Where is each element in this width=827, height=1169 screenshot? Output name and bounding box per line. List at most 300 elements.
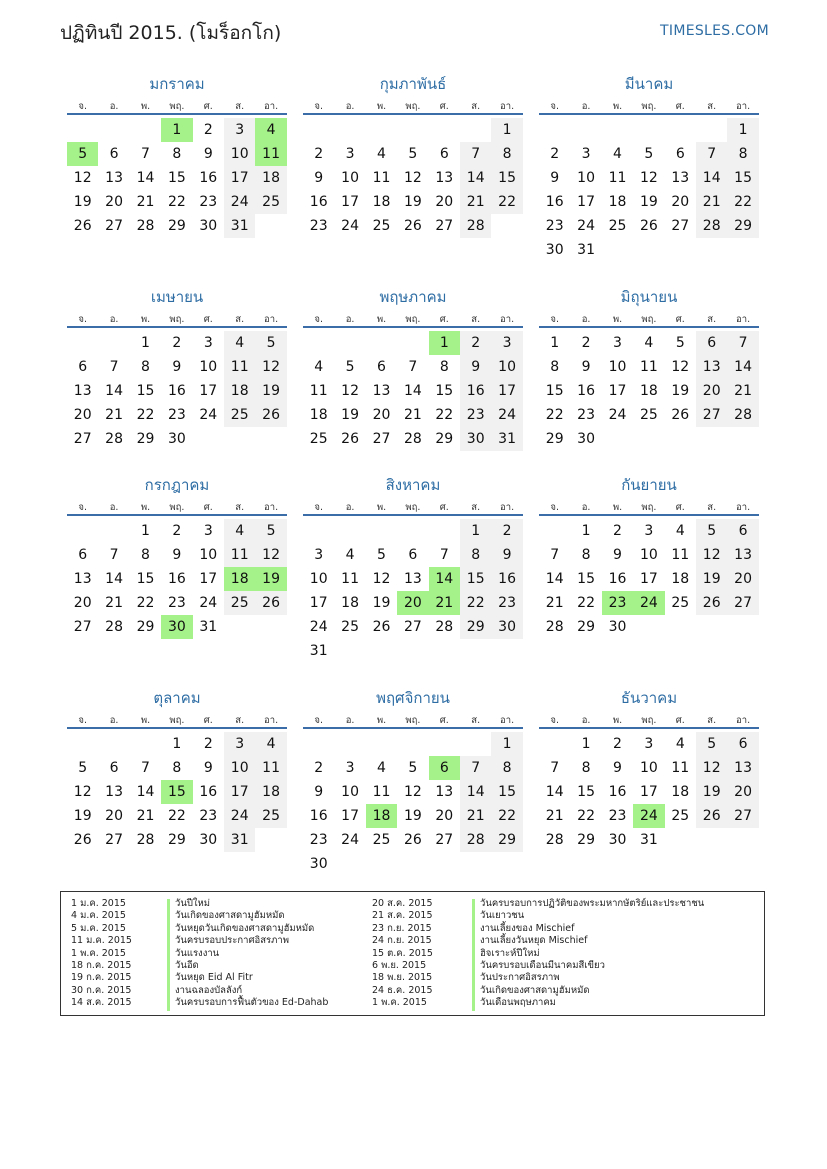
month-divider xyxy=(539,514,759,516)
day-cell: 28 xyxy=(545,619,564,635)
day-cell: 30 xyxy=(577,431,595,447)
day-cell: 21 xyxy=(460,804,491,828)
day-cell: 31 xyxy=(309,643,328,659)
day-cell: 23 xyxy=(608,808,627,824)
month-divider xyxy=(67,113,287,115)
day-cell: 13 xyxy=(435,170,454,186)
day-cell: 8 xyxy=(172,146,182,162)
day-cell: 2 xyxy=(581,335,591,351)
day-cell: 8 xyxy=(439,359,449,375)
day-cell: 5 xyxy=(644,146,654,162)
day-cell: 26 xyxy=(671,407,690,423)
day-cell: 28 xyxy=(727,403,758,427)
day-cell: 18 xyxy=(671,784,690,800)
day-cell: 29 xyxy=(167,832,186,848)
legend-left-dates xyxy=(71,898,132,1010)
day-cell: 2 xyxy=(460,331,491,355)
day-cell: 25 xyxy=(255,804,286,828)
month-name: พฤษภาคม xyxy=(379,288,447,306)
day-cell: 26 xyxy=(639,218,658,234)
day-cell: 4 xyxy=(613,146,622,162)
day-cell: 24 xyxy=(309,619,328,635)
day-cell: 3 xyxy=(345,146,355,162)
day-cell: 20 xyxy=(105,194,123,210)
weekday-label: จ. xyxy=(550,314,559,325)
day-cell: 21 xyxy=(727,379,758,403)
day-cell: 24 xyxy=(491,403,522,427)
day-cell: 9 xyxy=(613,760,622,776)
legend-date: 21 ส.ค. 2015 xyxy=(372,910,433,922)
day-cell: 30 xyxy=(460,427,491,451)
day-cell: 24 xyxy=(608,407,627,423)
month-divider xyxy=(303,113,523,115)
day-cell: 18 xyxy=(255,780,286,804)
weekday-label: อ. xyxy=(345,101,355,112)
day-cell: 3 xyxy=(203,523,213,539)
day-cell: 18 xyxy=(639,383,658,399)
month-divider xyxy=(539,727,759,729)
site-link[interactable]: TIMESLES.COM xyxy=(660,23,769,39)
day-cell: 10 xyxy=(341,170,359,186)
day-cell: 16 xyxy=(309,808,328,824)
day-cell: 8 xyxy=(491,756,522,780)
day-cell: 15 xyxy=(435,383,454,399)
weekday-label: พ. xyxy=(376,101,387,112)
legend-date: 18 พ.ย. 2015 xyxy=(372,972,433,984)
weekday-label: ส. xyxy=(235,314,245,325)
day-cell: 9 xyxy=(203,146,213,162)
day-cell: 30 xyxy=(491,615,522,639)
day-cell: 21 xyxy=(696,190,727,214)
month-divider xyxy=(67,326,287,328)
weekday-label: พฤ. xyxy=(405,314,421,325)
day-cell: 14 xyxy=(105,571,123,587)
day-cell: 4 xyxy=(675,736,685,752)
month-divider xyxy=(67,727,287,729)
day-cell: 17 xyxy=(577,194,595,210)
day-cell: 15 xyxy=(545,383,564,399)
day-cell: 20 xyxy=(696,379,727,403)
day-cell: 6 xyxy=(439,146,449,162)
day-cell: 28 xyxy=(136,218,155,234)
day-cell: 10 xyxy=(199,547,218,563)
day-cell: 11 xyxy=(341,571,359,587)
day-cell: 2 xyxy=(613,523,622,539)
legend-date: 6 พ.ย. 2015 xyxy=(372,959,427,971)
day-cell: 16 xyxy=(608,784,627,800)
day-cell: 16 xyxy=(545,194,564,210)
holiday-day-cell: 11 xyxy=(255,142,286,166)
day-cell: 18 xyxy=(372,194,391,210)
weekday-label: พ. xyxy=(612,715,623,726)
day-cell: 3 xyxy=(224,732,255,756)
day-cell: 31 xyxy=(199,619,218,635)
day-cell: 10 xyxy=(199,359,218,375)
holiday-day-cell: 18 xyxy=(224,567,255,591)
day-cell: 22 xyxy=(491,190,522,214)
day-cell: 19 xyxy=(372,595,391,611)
day-cell: 22 xyxy=(491,804,522,828)
day-cell: 4 xyxy=(675,523,685,539)
day-cell: 1 xyxy=(550,335,560,351)
day-cell: 6 xyxy=(78,359,88,375)
day-cell: 24 xyxy=(199,595,218,611)
weekday-label: พ. xyxy=(140,101,151,112)
day-cell: 23 xyxy=(309,832,328,848)
day-cell: 5 xyxy=(408,760,418,776)
weekday-label: จ. xyxy=(78,715,87,726)
weekday-label: อ. xyxy=(109,101,119,112)
weekday-label: ส. xyxy=(235,715,245,726)
weekday-label: อา. xyxy=(264,502,279,513)
day-cell: 8 xyxy=(141,359,150,375)
day-cell: 4 xyxy=(224,519,255,543)
day-cell: 16 xyxy=(199,170,218,186)
day-cell: 17 xyxy=(199,383,218,399)
day-cell: 6 xyxy=(377,359,386,375)
day-cell: 22 xyxy=(727,190,758,214)
legend-date: 30 ก.ค. 2015 xyxy=(71,984,132,996)
day-cell: 21 xyxy=(136,194,155,210)
day-cell: 21 xyxy=(545,595,564,611)
day-cell: 12 xyxy=(403,170,422,186)
weekday-label: ศ. xyxy=(203,101,213,112)
day-cell: 7 xyxy=(550,547,560,563)
day-cell: 14 xyxy=(105,383,123,399)
day-cell: 29 xyxy=(577,619,595,635)
legend-holiday-name: วันครบรอบเดือนมีนาคมสีเขียว xyxy=(480,959,605,971)
legend-holiday-name: วันเกิดของศาสดามูฮัมหมัด xyxy=(175,910,285,922)
weekday-label: ส. xyxy=(471,314,481,325)
day-cell: 12 xyxy=(255,355,286,379)
weekday-label: ส. xyxy=(707,101,717,112)
day-cell: 29 xyxy=(491,828,522,852)
day-cell: 18 xyxy=(671,571,690,587)
weekday-label: จ. xyxy=(78,502,87,513)
day-cell: 27 xyxy=(105,832,123,848)
day-cell: 3 xyxy=(644,736,654,752)
day-cell: 4 xyxy=(377,146,386,162)
month-name: มิถุนายน xyxy=(620,288,678,306)
holiday-day-cell: 1 xyxy=(429,331,460,355)
legend-holiday-name: วันครบรอบการปฏิวัติของพระมหากษัตริย์และประชาชน xyxy=(480,898,705,909)
weekday-label: พฤ. xyxy=(169,314,185,325)
weekday-label: อา. xyxy=(736,314,751,325)
legend-right-dates xyxy=(372,898,433,1010)
weekday-label: พฤ. xyxy=(169,502,185,513)
day-cell: 2 xyxy=(203,122,213,138)
day-cell: 15 xyxy=(727,166,758,190)
day-cell: 14 xyxy=(136,170,155,186)
weekday-label: พ. xyxy=(140,314,151,325)
day-cell: 16 xyxy=(199,784,218,800)
day-cell: 5 xyxy=(696,519,727,543)
day-cell: 21 xyxy=(136,808,155,824)
day-cell: 6 xyxy=(109,146,119,162)
day-cell: 17 xyxy=(341,194,359,210)
legend-date: 15 ต.ค. 2015 xyxy=(372,947,433,959)
day-cell: 12 xyxy=(372,571,391,587)
day-cell: 8 xyxy=(727,142,758,166)
day-cell: 28 xyxy=(136,832,155,848)
weekday-label: อา. xyxy=(500,715,515,726)
day-cell: 24 xyxy=(224,190,255,214)
day-cell: 25 xyxy=(224,403,255,427)
day-cell: 5 xyxy=(675,335,685,351)
day-cell: 8 xyxy=(581,547,591,563)
weekday-label: ส. xyxy=(707,502,717,513)
day-cell: 4 xyxy=(377,760,386,776)
day-cell: 20 xyxy=(105,808,123,824)
month-name: มีนาคม xyxy=(624,75,674,93)
weekday-label: พฤ. xyxy=(169,715,185,726)
day-cell: 23 xyxy=(545,218,564,234)
day-cell: 19 xyxy=(341,407,359,423)
day-cell: 1 xyxy=(460,519,491,543)
day-cell: 3 xyxy=(345,760,355,776)
weekday-label: จ. xyxy=(78,101,87,112)
legend-holiday-name: วันครบรอบการฟื้นตัวของ Ed-Dahab xyxy=(175,997,329,1009)
weekday-label: จ. xyxy=(314,502,323,513)
day-cell: 29 xyxy=(167,218,186,234)
day-cell: 1 xyxy=(141,523,150,539)
day-cell: 22 xyxy=(545,407,564,423)
day-cell: 4 xyxy=(224,331,255,355)
day-cell: 10 xyxy=(224,142,255,166)
weekday-label: ศ. xyxy=(439,715,449,726)
weekday-label: อา. xyxy=(736,502,751,513)
day-cell: 27 xyxy=(696,403,727,427)
day-cell: 4 xyxy=(345,547,355,563)
day-cell: 6 xyxy=(675,146,685,162)
day-cell: 27 xyxy=(435,832,454,848)
holiday-day-cell: 6 xyxy=(429,756,460,780)
holiday-day-cell: 30 xyxy=(161,615,192,639)
day-cell: 28 xyxy=(460,214,491,238)
day-cell: 2 xyxy=(491,519,522,543)
day-cell: 7 xyxy=(141,760,150,776)
day-cell: 1 xyxy=(141,335,150,351)
legend-date: 19 ก.ค. 2015 xyxy=(71,972,132,984)
weekday-label: พฤ. xyxy=(641,314,657,325)
day-cell: 28 xyxy=(105,431,123,447)
day-cell: 13 xyxy=(73,571,92,587)
day-cell: 9 xyxy=(460,355,491,379)
day-cell: 30 xyxy=(309,856,328,872)
day-cell: 26 xyxy=(73,832,92,848)
day-cell: 6 xyxy=(408,547,418,563)
legend-date: 11 ม.ค. 2015 xyxy=(71,935,132,947)
weekday-label: อ. xyxy=(581,314,591,325)
holiday-day-cell: 18 xyxy=(366,804,397,828)
day-cell: 25 xyxy=(372,218,391,234)
legend-left-bar xyxy=(167,899,170,1011)
day-cell: 10 xyxy=(608,359,627,375)
weekday-label: อา. xyxy=(500,314,515,325)
legend-date: 14 ส.ค. 2015 xyxy=(71,997,132,1009)
day-cell: 3 xyxy=(203,335,213,351)
month-divider xyxy=(303,727,523,729)
page-title: ปฏิทินปี 2015. (โมร็อกโก) xyxy=(60,22,282,44)
day-cell: 27 xyxy=(671,218,690,234)
day-cell: 3 xyxy=(491,331,522,355)
legend-holiday-name: วันเยาวชน xyxy=(480,910,525,922)
day-cell: 11 xyxy=(372,784,391,800)
day-cell: 20 xyxy=(727,567,758,591)
day-cell: 9 xyxy=(613,547,622,563)
day-cell: 1 xyxy=(491,732,522,756)
day-cell: 7 xyxy=(439,547,449,563)
day-cell: 25 xyxy=(341,619,359,635)
day-cell: 30 xyxy=(199,218,218,234)
day-cell: 12 xyxy=(341,383,359,399)
day-cell: 25 xyxy=(671,808,690,824)
month-name: พฤศจิกายน xyxy=(376,689,450,707)
day-cell: 12 xyxy=(255,543,286,567)
day-cell: 9 xyxy=(314,784,324,800)
weekday-label: พฤ. xyxy=(169,101,185,112)
day-cell: 11 xyxy=(224,543,255,567)
weekday-label: พ. xyxy=(140,715,151,726)
day-cell: 27 xyxy=(73,431,92,447)
legend-date: 24 ก.ย. 2015 xyxy=(372,935,432,947)
day-cell: 29 xyxy=(727,214,758,238)
day-cell: 4 xyxy=(644,335,654,351)
weekday-label: อ. xyxy=(345,715,355,726)
weekday-label: อา. xyxy=(264,715,279,726)
day-cell: 12 xyxy=(73,170,92,186)
legend-date: 4 ม.ค. 2015 xyxy=(71,910,126,922)
weekday-label: อา. xyxy=(500,502,515,513)
day-cell: 7 xyxy=(460,142,491,166)
weekday-label: พ. xyxy=(612,502,623,513)
day-cell: 15 xyxy=(491,780,522,804)
weekday-label: พ. xyxy=(376,715,387,726)
weekday-label: ศ. xyxy=(675,502,685,513)
day-cell: 8 xyxy=(172,760,182,776)
day-cell: 10 xyxy=(639,547,658,563)
month-name: กันยายน xyxy=(621,476,677,494)
weekday-label: ส. xyxy=(471,715,481,726)
day-cell: 5 xyxy=(255,519,286,543)
day-cell: 19 xyxy=(403,808,422,824)
weekday-label: ศ. xyxy=(439,502,449,513)
day-cell: 5 xyxy=(377,547,386,563)
day-cell: 19 xyxy=(255,379,286,403)
holiday-day-cell: 1 xyxy=(161,118,192,142)
weekday-label: อ. xyxy=(109,715,119,726)
day-cell: 31 xyxy=(224,214,255,238)
month-name: ธันวาคม xyxy=(620,689,678,707)
weekday-label: อ. xyxy=(581,715,591,726)
day-cell: 16 xyxy=(309,194,328,210)
day-cell: 30 xyxy=(167,431,186,447)
day-cell: 2 xyxy=(172,335,182,351)
day-cell: 13 xyxy=(727,543,758,567)
day-cell: 5 xyxy=(255,331,286,355)
weekday-label: ส. xyxy=(707,715,717,726)
day-cell: 13 xyxy=(105,784,123,800)
legend-right-names xyxy=(480,898,704,1010)
day-cell: 8 xyxy=(491,142,522,166)
day-cell: 26 xyxy=(73,218,92,234)
day-cell: 6 xyxy=(78,547,88,563)
day-cell: 5 xyxy=(78,760,88,776)
day-cell: 18 xyxy=(309,407,328,423)
weekday-label: ศ. xyxy=(439,314,449,325)
day-cell: 9 xyxy=(581,359,591,375)
day-cell: 12 xyxy=(639,170,658,186)
day-cell: 17 xyxy=(224,780,255,804)
day-cell: 14 xyxy=(403,383,422,399)
day-cell: 8 xyxy=(581,760,591,776)
month-divider xyxy=(303,514,523,516)
day-cell: 31 xyxy=(224,828,255,852)
day-cell: 17 xyxy=(341,808,359,824)
day-cell: 30 xyxy=(545,242,564,258)
day-cell: 20 xyxy=(435,194,454,210)
legend-date: 1 พ.ค. 2015 xyxy=(71,947,126,959)
day-cell: 14 xyxy=(460,780,491,804)
day-cell: 26 xyxy=(255,591,286,615)
day-cell: 13 xyxy=(372,383,391,399)
legend-holiday-name: วันหยุด Eid Al Fitr xyxy=(175,972,253,984)
day-cell: 12 xyxy=(696,756,727,780)
day-cell: 22 xyxy=(577,808,595,824)
day-cell: 7 xyxy=(109,359,119,375)
weekday-label: อ. xyxy=(581,101,591,112)
day-cell: 9 xyxy=(550,170,560,186)
month-name: มกราคม xyxy=(149,75,205,93)
day-cell: 14 xyxy=(545,571,564,587)
weekday-label: อ. xyxy=(581,502,591,513)
day-cell: 31 xyxy=(639,832,658,848)
day-cell: 2 xyxy=(172,523,182,539)
weekday-label: จ. xyxy=(314,715,323,726)
day-cell: 7 xyxy=(727,331,758,355)
day-cell: 18 xyxy=(608,194,627,210)
day-cell: 8 xyxy=(550,359,560,375)
day-cell: 6 xyxy=(696,331,727,355)
day-cell: 24 xyxy=(199,407,218,423)
weekday-label: อ. xyxy=(109,502,119,513)
day-cell: 31 xyxy=(491,427,522,451)
day-cell: 8 xyxy=(141,547,150,563)
day-cell: 13 xyxy=(696,355,727,379)
day-cell: 3 xyxy=(613,335,622,351)
day-cell: 25 xyxy=(639,407,658,423)
holiday-legend xyxy=(60,891,765,1016)
day-cell: 30 xyxy=(608,832,627,848)
day-cell: 16 xyxy=(167,571,186,587)
day-cell: 15 xyxy=(460,567,491,591)
legend-date: 24 ธ.ค. 2015 xyxy=(372,984,433,996)
holiday-day-cell: 4 xyxy=(255,118,286,142)
legend-holiday-name: งานเลี้ยงวันหยุด Mischief xyxy=(480,935,588,947)
day-cell: 21 xyxy=(105,407,123,423)
day-cell: 6 xyxy=(727,732,758,756)
day-cell: 9 xyxy=(172,359,182,375)
legend-holiday-name: วันแรงงาน xyxy=(175,947,220,959)
day-cell: 27 xyxy=(435,218,454,234)
day-cell: 5 xyxy=(345,359,355,375)
day-cell: 25 xyxy=(372,832,391,848)
day-cell: 22 xyxy=(136,595,155,611)
day-cell: 17 xyxy=(491,379,522,403)
month-name: เมษายน xyxy=(150,288,204,306)
weekday-label: ส. xyxy=(235,101,245,112)
day-cell: 9 xyxy=(314,170,324,186)
